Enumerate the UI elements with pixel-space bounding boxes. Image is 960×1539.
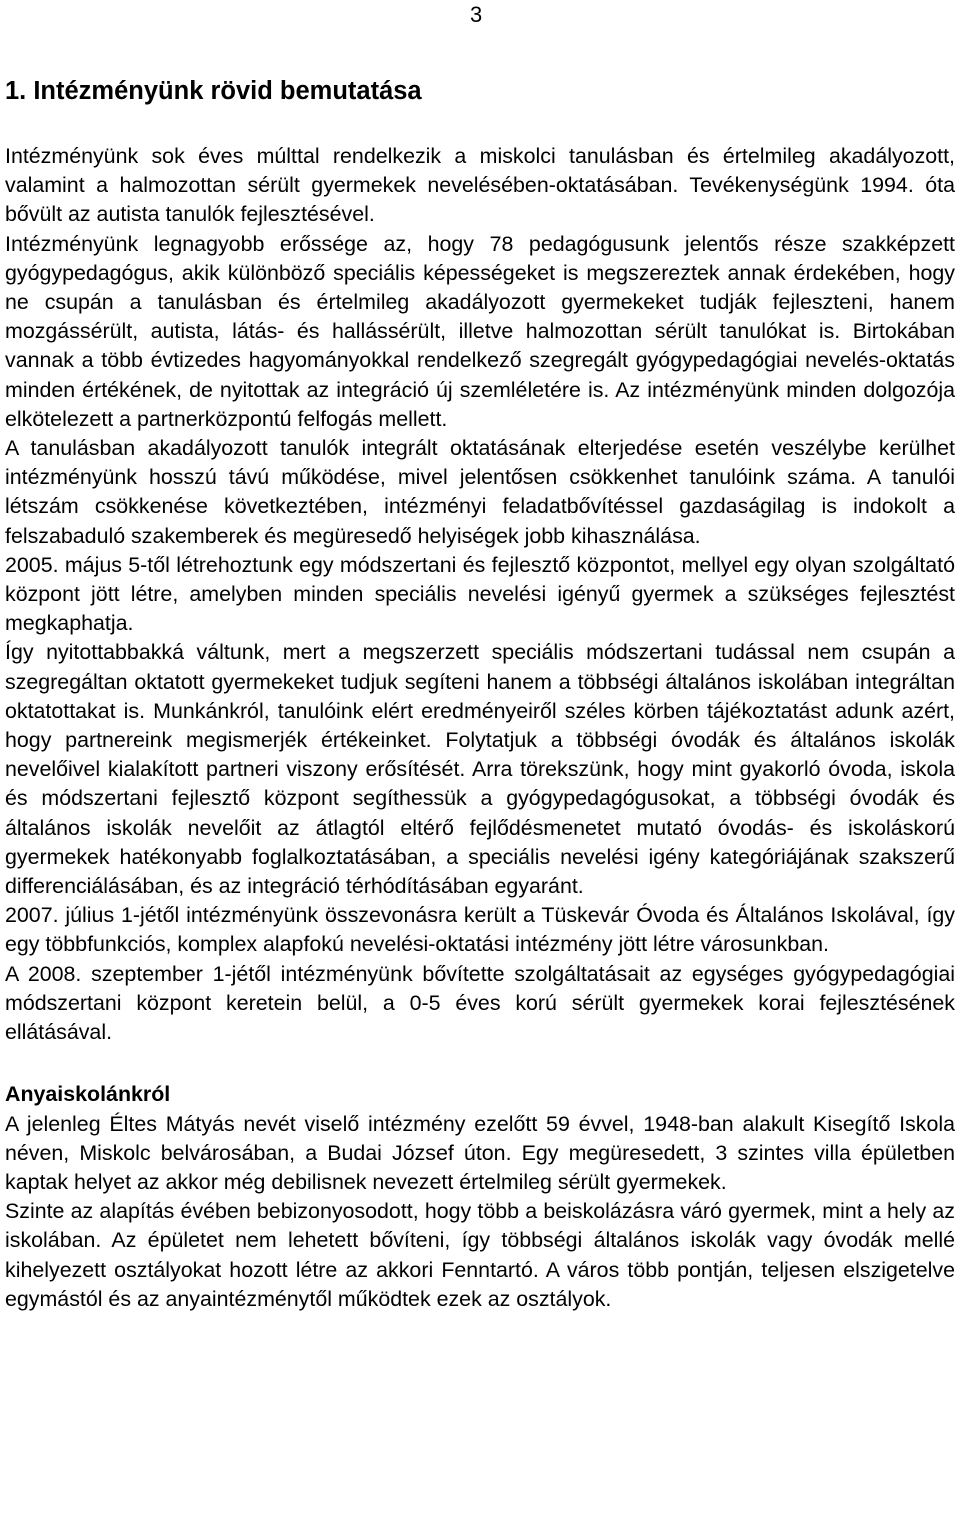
paragraph-openness: Így nyitottabbakká váltunk, mert a megszerzett speciális módszertani tudással nem csupán a szegregáltan oktatott gyermekeket tudjuk segíteni hanem a többségi általános iskolában integráltan oktatottakat is. Munkánkról, tanulóink elért eredményeiről széles körben tájékoztatást adunk azért, hogy partnereink megismerjék értékeinket. Folytatjuk a többségi óvodák és általános iskolák nevelőivel kialakított partneri viszony erősítését. Arra törekszünk, hogy mint gyakorló óvoda, iskola és módszertani fejlesztő központ segíthessük a gyógypedagógusokat, a többségi óvodák és általános iskolák nevelőit az átlagtól eltérő fejlődésmenetet mutató óvodás- és iskoláskorú gyermekek hatékonyabb foglalkoztatásában, a speciális nevelési igény kategóriájának szakszerű differenciálásában, és az integráció térhódításában egyaránt. — [5, 640, 955, 899]
intro-section — [5, 142, 955, 1047]
page-number: 3 — [470, 2, 483, 27]
paragraph-2007-merger: 2007. július 1-jétől intézményünk összevonásra került a Tüskevár Óvoda és Általános Iskolával, így egy többfunkciós, komplex alapfokú nevelési-oktatási intézmény jött létre városunkban. — [5, 903, 955, 957]
page-content — [5, 74, 955, 1314]
subsection-body — [5, 1110, 955, 1314]
paragraph-integration-risk: A tanulásban akadályozott tanulók integrált oktatásának elterjedése esetén veszélybe kerülhet intézményünk hosszú távú működése, mivel jelentősen csökkenhet tanulóink száma. A tanulói létszám csökkenése következtében, intézményi feladatbővítéssel gazdaságilag is indokolt a felszabaduló szakemberek és megüresedő helyiségek jobb kihasználása. — [5, 436, 955, 548]
section-title: 1. Intézményünk rövid bemutatása — [5, 77, 422, 105]
paragraph-history: Intézményünk sok éves múlttal rendelkezik a miskolci tanulásban és értelmileg akadályozott, valamint a halmozottan sérült gyermekek nevelésében-oktatásában. Tevékenységünk 1994. óta bővült az autista tanulók fejlesztésével. — [5, 144, 955, 227]
paragraph-founding: A jelenleg Éltes Mátyás nevét viselő intézmény ezelőtt 59 évvel, 1948-ban alakult Kisegítő Iskola néven, Miskolc belvárosában, a Budai József úton. Egy megüresedett, 3 szintes villa épületben kaptak helyet az akkor még debilisnek nevezett értelmileg sérült gyermekek. — [5, 1111, 955, 1194]
paragraph-2008-expansion: A 2008. szeptember 1-jétől intézményünk bővítette szolgáltatásait az egységes gyógypedagógiai módszertani központ keretein belül, a 0-5 éves korú sérült gyermekek korai fejlesztésének ellátásával. — [5, 961, 955, 1045]
subsection-title: Anyaiskolánkról — [5, 1082, 171, 1107]
paragraph-expansion-classes: Szinte az alapítás évében bebizonyosodott, hogy több a beiskolázásra váró gyermek, mint a hely az iskolában. Az épületet nem lehetett bővíteni, így többségi általános iskolák vagy óvodák mellé kihelyezett osztályokat hozott létre az akkori Fenntartó. A város több pontján, teljesen elszigetelve egymástól és az anyaintézménytől működtek ezek az osztályok. — [5, 1199, 955, 1311]
paragraph-2005-center: 2005. május 5-től létrehoztunk egy módszertani és fejlesztő központot, mellyel egy olyan szolgáltató központ jött létre, amelyben minden speciális nevelési igényű gyermek a szükséges fejlesztést megkaphatja. — [5, 552, 955, 636]
paragraph-strengths: Intézményünk legnagyobb erőssége az, hogy 78 pedagógusunk jelentős része szakképzett gyógypedagógus, akik különböző speciális képességeket is megszereztek annak érdekében, hogy ne csupán a tanulásban és értelmileg akadályozott gyermekeket tudják fejleszteni, hanem mozgássérült, autista, látás- és hallássérült, illetve halmozottan sérült tanulókat is. Birtokában vannak a több évtizedes hagyományokkal rendelkező szegregált gyógypedagógiai nevelés-oktatás minden értékének, de nyitottak az integráció új szemléletére is. Az intézményünk minden dolgozója elkötelezett a partnerközpontú felfogás mellett. — [5, 231, 955, 431]
